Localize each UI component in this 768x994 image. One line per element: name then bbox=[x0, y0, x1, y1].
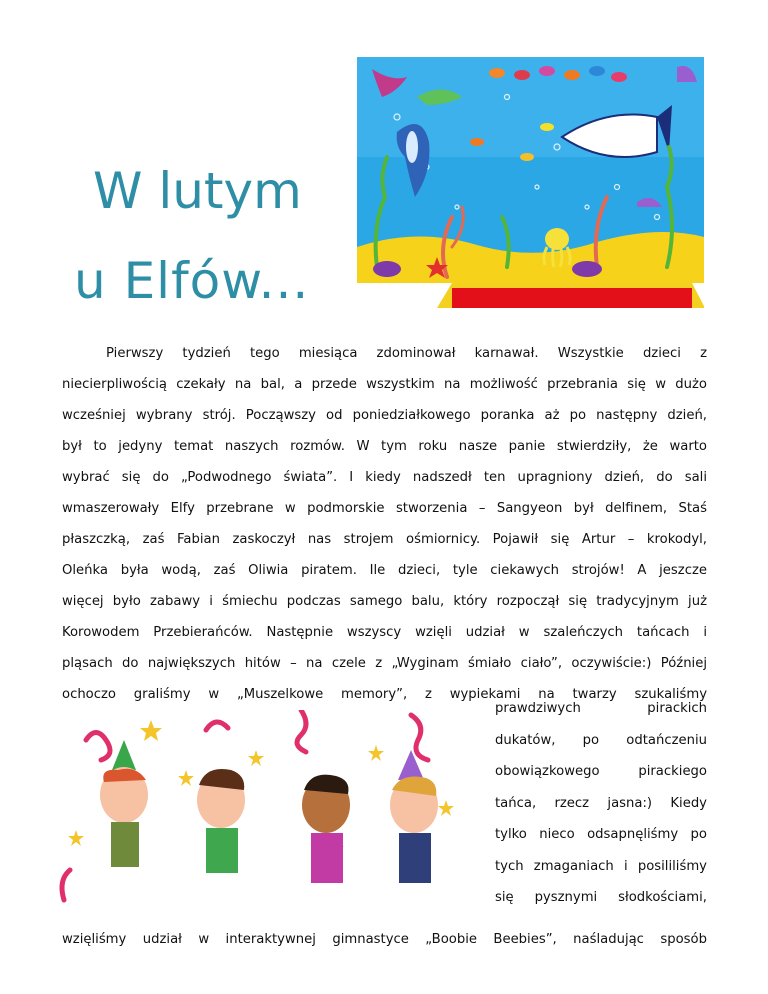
text-line: niecierpliwością czekały na bal, a przede wszystkim na możliwość przebrania się w dużo bbox=[62, 377, 707, 392]
text-line: tych zmaganiach i posililiśmy bbox=[495, 858, 707, 874]
text-line: Pierwszy tydzień tego miesiąca zdominował karnawał. Wszystkie dzieci z bbox=[106, 346, 707, 361]
text-line: prawdziwych pirackich bbox=[495, 701, 707, 716]
text-line: dukatów, po odtańczeniu bbox=[495, 732, 707, 748]
text-line: płaszczką, zaś Fabian zaskoczył nas strojem ośmiornicy. Pojawił się Artur – krokodyl, bbox=[62, 532, 707, 547]
side-text bbox=[495, 693, 707, 914]
text-line: się pysznymi słodkościami, bbox=[495, 890, 707, 905]
aquarium-illustration bbox=[357, 57, 704, 308]
title-line-1: W lutym bbox=[93, 162, 302, 220]
party-illustration bbox=[56, 710, 466, 910]
text-line: Korowodem Przebierańców. Następnie wszyscy wzięli udział w szaleńczych tańcach i bbox=[62, 625, 707, 640]
text-line: wzięliśmy udział w interaktywnej gimnastyce „Boobie Beebies”, naśladując sposób bbox=[62, 932, 707, 947]
text-line: więcej było zabawy i śmiechu podczas samego balu, który rozpoczął się tradycyjnym już bbox=[62, 594, 707, 609]
text-line: ochoczo graliśmy w „Muszelkowe memory”, z wypiekami na twarzy szukaliśmy bbox=[62, 687, 707, 702]
title-line-2: u Elfów... bbox=[74, 252, 310, 310]
text-line: był to jedyny temat naszych rozmów. W tym roku nasze panie stwierdziły, że warto bbox=[62, 439, 707, 454]
text-line: Oleńka była wodą, zaś Oliwia piratem. Ile dzieci, tyle ciekawych strojów! A jeszcze bbox=[62, 563, 707, 578]
text-line: wcześniej wybrany strój. Począwszy od poniedziałkowego poranka aż po następny dzień, bbox=[62, 408, 707, 423]
text-line: tańca, rzecz jasna:) Kiedy bbox=[495, 795, 707, 811]
text-line: wmaszerowały Elfy przebrane w podmorskie stworzenia – Sangyeon był delfinem, Staś bbox=[62, 501, 707, 516]
article-text bbox=[62, 338, 707, 710]
text-line: wybrać się do „Podwodnego świata”. I kiedy nadszedł ten upragniony dzień, do sali bbox=[62, 470, 707, 485]
bottom-text bbox=[62, 924, 707, 955]
text-line: pląsach do największych hitów – na czele z „Wyginam śmiało ciało”, oczywiście:) Później bbox=[62, 656, 707, 671]
text-line: obowiązkowego pirackiego bbox=[495, 764, 707, 779]
text-line: tylko nieco odsapnęliśmy po bbox=[495, 827, 707, 842]
